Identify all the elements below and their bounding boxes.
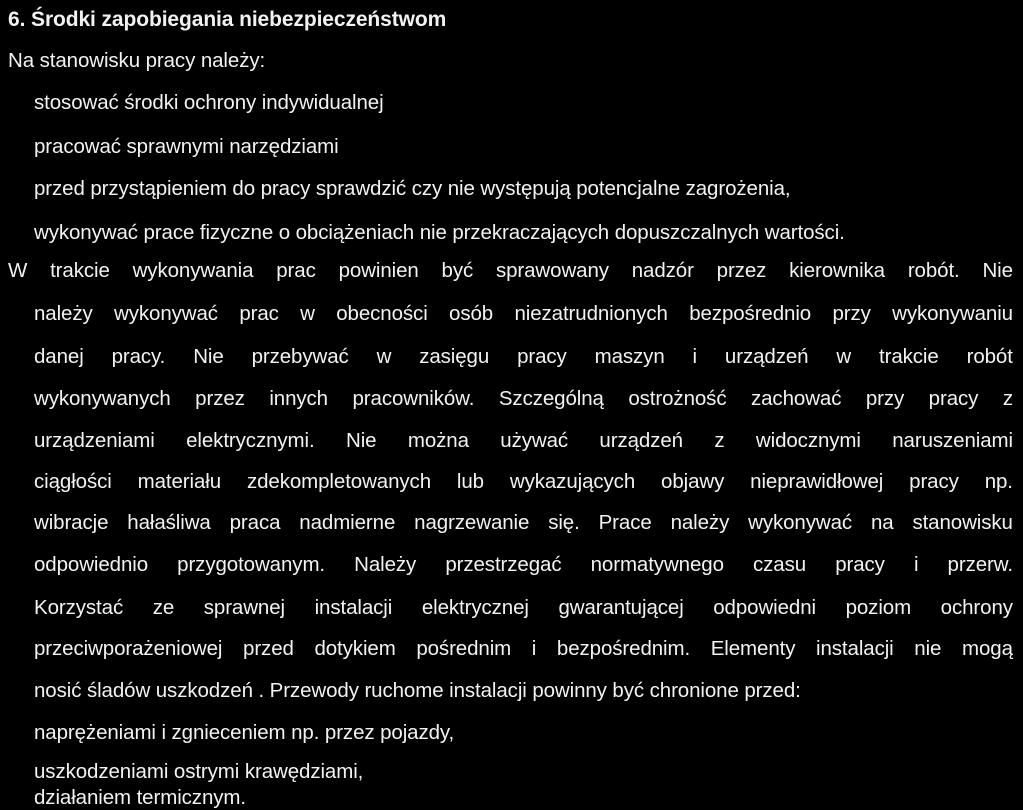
word: urządzeń xyxy=(724,345,809,368)
word: poziom xyxy=(845,596,912,619)
word: W xyxy=(8,259,28,282)
word: można xyxy=(407,429,469,452)
word: lub xyxy=(456,470,484,493)
word: urządzeniami xyxy=(34,429,155,452)
paragraph-line xyxy=(34,387,1013,411)
paragraph-line xyxy=(34,470,1013,494)
word: należy xyxy=(34,302,93,325)
word: Nie xyxy=(982,259,1013,282)
word: przerw. xyxy=(947,553,1013,576)
protection-item: działaniem termicznym. xyxy=(34,786,246,809)
word: Nie xyxy=(345,429,377,452)
word: trakcie xyxy=(50,259,110,282)
word: nagrzewanie xyxy=(414,511,530,534)
word: niezatrudnionych xyxy=(514,302,668,325)
word: się. xyxy=(548,511,580,534)
word: przez xyxy=(716,259,767,282)
word: wykonywać xyxy=(114,302,218,325)
word: wykonywaniu xyxy=(892,302,1013,325)
word: normatywnego xyxy=(590,553,724,576)
word: przestrzegać xyxy=(445,553,562,576)
word: bezpośrednio xyxy=(689,302,812,325)
protection-item: uszkodzeniami ostrymi krawędziami, xyxy=(34,760,364,783)
word: być xyxy=(441,259,474,282)
paragraph-line xyxy=(34,429,1013,453)
word: instalacji xyxy=(314,596,393,619)
word: robót xyxy=(966,345,1013,368)
word: trakcie xyxy=(879,345,939,368)
word: pracy xyxy=(835,553,885,576)
word: przy xyxy=(832,302,871,325)
paragraph-line xyxy=(8,259,1013,283)
word: zachować xyxy=(750,387,842,410)
word: elektrycznej xyxy=(421,596,529,619)
word: i xyxy=(913,553,919,576)
word: nadzór xyxy=(631,259,694,282)
word: instalacji xyxy=(816,637,894,660)
duty-item: stosować środki ochrony indywidualnej xyxy=(34,91,384,114)
word: przed xyxy=(243,637,294,660)
word: naruszeniami xyxy=(892,429,1013,452)
word: bezpośrednim. xyxy=(556,637,691,660)
word: wykonywać xyxy=(748,511,853,534)
word: odpowiedni xyxy=(713,596,816,619)
word: stanowisku xyxy=(912,511,1013,534)
word: przy xyxy=(865,387,905,410)
word: pośrednim xyxy=(416,637,512,660)
word: przez xyxy=(195,387,245,410)
word: w xyxy=(300,302,315,325)
word: wykonywanych xyxy=(34,387,171,410)
word: urządzeń xyxy=(599,429,683,452)
word: sprawowany xyxy=(495,259,609,282)
word: i xyxy=(531,637,537,660)
word: pracy xyxy=(517,345,567,368)
word: ochrony xyxy=(940,596,1013,619)
word: nie xyxy=(914,637,942,660)
word: praca xyxy=(229,511,281,534)
word: danej xyxy=(34,345,84,368)
protection-item: naprężeniami i zgnieceniem np. przez pojazdy, xyxy=(34,721,455,744)
word: należy xyxy=(670,511,730,534)
word: pracowników. xyxy=(352,387,475,410)
word: wibracje xyxy=(34,511,109,534)
paragraph-line: nosić śladów uszkodzeń . Przewody ruchome instalacji powinny być chronione przed: xyxy=(34,679,801,702)
word: na xyxy=(870,511,894,534)
word: w xyxy=(836,345,852,368)
word: używać xyxy=(500,429,569,452)
word: wykonywania xyxy=(132,259,254,282)
word: przebywać xyxy=(251,345,349,368)
word: Korzystać xyxy=(34,596,124,619)
word: hałaśliwa xyxy=(127,511,211,534)
paragraph-line xyxy=(34,637,1013,661)
paragraph-line xyxy=(34,345,1013,369)
word: maszyn xyxy=(594,345,665,368)
word: mogą xyxy=(961,637,1013,660)
word: wykazujących xyxy=(509,470,636,493)
intro-text: Na stanowisku pracy należy: xyxy=(8,49,266,72)
word: Elementy xyxy=(710,637,796,660)
word: prac xyxy=(239,302,279,325)
word: Prace xyxy=(598,511,652,534)
word: Należy xyxy=(354,553,417,576)
word: czasu xyxy=(753,553,807,576)
word: Szczególną xyxy=(498,387,604,410)
word: przeciwporażeniowej xyxy=(34,637,223,660)
word: sprawnej xyxy=(203,596,285,619)
word: gwarantującej xyxy=(558,596,684,619)
word: Nie xyxy=(193,345,224,368)
word: z xyxy=(1002,387,1013,410)
word: nieprawidłowej xyxy=(750,470,884,493)
word: innych xyxy=(269,387,328,410)
word: nadmierne xyxy=(299,511,396,534)
paragraph-line xyxy=(34,553,1013,577)
duty-item: wykonywać prace fizyczne o obciążeniach nie przekraczających dopuszczalnych wartości. xyxy=(34,221,845,244)
word: osób xyxy=(449,302,494,325)
word: objawy xyxy=(661,470,725,493)
word: powinien xyxy=(338,259,419,282)
word: elektrycznymi. xyxy=(186,429,315,452)
word: ze xyxy=(152,596,175,619)
word: ciągłości xyxy=(34,470,112,493)
paragraph-line xyxy=(34,302,1013,326)
word: np. xyxy=(984,470,1013,493)
word: przygotowanym. xyxy=(177,553,326,576)
word: widocznymi xyxy=(755,429,861,452)
word: dotykiem xyxy=(314,637,396,660)
word: pracy xyxy=(909,470,959,493)
word: z xyxy=(714,429,725,452)
duty-item: pracować sprawnymi narzędziami xyxy=(34,135,339,158)
word: ostrożność xyxy=(628,387,727,410)
word: i xyxy=(692,345,698,368)
word: pracy xyxy=(928,387,979,410)
word: zasięgu xyxy=(419,345,490,368)
word: robót. xyxy=(907,259,960,282)
word: materiału xyxy=(137,470,222,493)
word: obecności xyxy=(336,302,428,325)
word: zdekompletowanych xyxy=(246,470,431,493)
paragraph-line xyxy=(34,511,1013,535)
duty-item: przed przystąpieniem do pracy sprawdzić czy nie występują potencjalne zagrożenia, xyxy=(34,177,791,200)
word: prac xyxy=(276,259,316,282)
word: odpowiednio xyxy=(34,553,149,576)
word: pracy. xyxy=(111,345,166,368)
section-heading: 6. Środki zapobiegania niebezpieczeństwom xyxy=(8,8,447,31)
word: kierownika xyxy=(789,259,885,282)
paragraph-line xyxy=(34,596,1013,620)
word: w xyxy=(376,345,392,368)
